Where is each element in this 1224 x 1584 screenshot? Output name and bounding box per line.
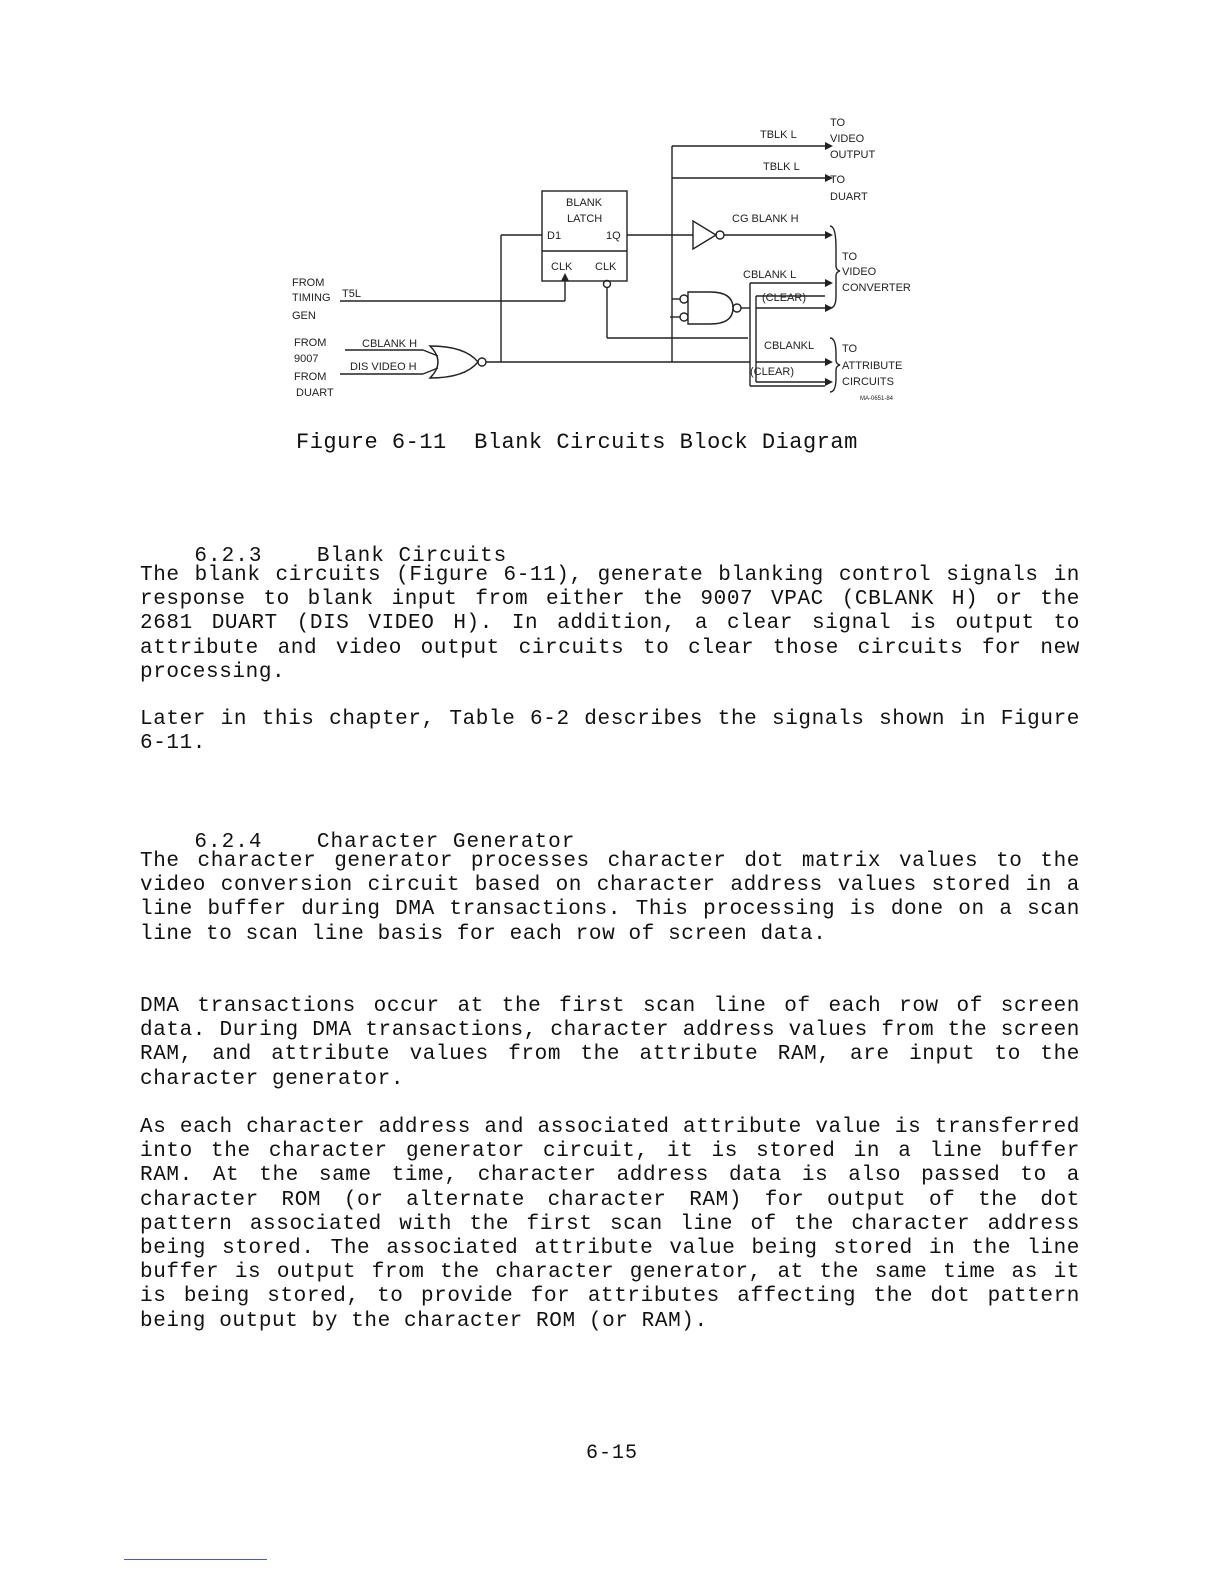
paragraph-character-generator-1: The character generator processes character dot matrix values to the video conversion circuit based on character address values stored in a line buffer during DMA transactions. This processing is done on a scan line to scan line basis for each row of screen data. (140, 850, 1080, 946)
clk-right-label: CLK (595, 261, 617, 273)
to-video-converter-label-3: CONVERTER (842, 282, 911, 294)
nand-gate (688, 292, 733, 324)
drawing-number: MA-0651-84 (860, 396, 894, 402)
paragraph-character-generator-2: DMA transactions occur at the first scan line of each row of screen data. During DMA transactions, character address values from the screen RAM, and attribute values from the attribute RAM, are input to the character generator. (140, 995, 1080, 1091)
footer-rule (124, 1559, 267, 1560)
section-number: 6.2.4 (194, 831, 263, 854)
to-attribute-circuits-label-3: CIRCUITS (842, 376, 894, 388)
from-timing-gen-label-1: FROM (292, 277, 325, 289)
section-number: 6.2.3 (194, 545, 263, 568)
paragraph-blank-circuits-2: Later in this chapter, Table 6-2 describes the signals shown in Figure 6-11. (140, 708, 1080, 756)
page-number: 6-15 (586, 1442, 639, 1465)
nor-gate (430, 346, 478, 378)
cblank-h-label: CBLANK H (362, 338, 418, 350)
from-timing-gen-label-2: TIMING (292, 292, 331, 304)
blank-latch-label-2: LATCH (567, 213, 603, 225)
clear-top-label: (CLEAR) (762, 292, 807, 304)
from-timing-gen-label-3: GEN (292, 310, 316, 322)
dis-video-h-label: DIS VIDEO H (350, 361, 417, 373)
cblankl-label: CBLANKL (764, 340, 815, 352)
cblank-l-label: CBLANK L (743, 269, 797, 281)
tblk-l-top-label: TBLK L (760, 129, 797, 141)
to-video-converter-label-1: TO (842, 251, 858, 263)
d1-label: D1 (547, 230, 562, 242)
clk-left-label: CLK (551, 261, 573, 273)
clear-bottom-label: (CLEAR) (750, 366, 795, 378)
from-duart-label-2: DUART (296, 387, 334, 399)
from-9007-label-1: FROM (294, 337, 327, 349)
to-duart-label-2: DUART (830, 191, 868, 203)
to-video-output-label-3: OUTPUT (830, 149, 876, 161)
blank-circuits-block-diagram (280, 108, 940, 408)
to-video-output-label-2: VIDEO (830, 133, 865, 145)
tblk-l-second-label: TBLK L (763, 161, 800, 173)
section-title: Blank Circuits (316, 545, 508, 568)
inverter-gate (693, 221, 716, 249)
to-attribute-circuits-label-2: ATTRIBUTE (842, 360, 903, 372)
t5l-label: T5L (342, 288, 361, 300)
paragraph-blank-circuits-1: The blank circuits (Figure 6-11), generate blanking control signals in response to blank input from either the 9007 VPAC (CBLANK H) or the 2681 DUART (DIS VIDEO H). In addition, a clear signal is output to attribute and video output circuits to clear those circuits for new processing. (140, 564, 1080, 684)
to-duart-label-1: TO (830, 174, 846, 186)
blank-latch-label-1: BLANK (566, 197, 603, 209)
to-video-output-label-1: TO (830, 117, 846, 129)
to-video-converter-label-2: VIDEO (842, 266, 877, 278)
paragraph-character-generator-3: As each character address and associated attribute value is transferred into the character generator circuit, it is stored in a line buffer RAM. At the same time, character address data is also passed to a character ROM (or alternate character RAM) for output of the dot pattern associated with the first scan line of the character address being stored. The associated attribute value being stored in the line buffer is output from the character generator, at the same time as it is being stored, to provide for attributes affecting the dot pattern being output by the character ROM (or RAM). (140, 1116, 1080, 1333)
to-attribute-circuits-label-1: TO (842, 343, 858, 355)
figure-caption: Figure 6-11 Blank Circuits Block Diagram (296, 430, 858, 455)
from-duart-label-1: FROM (294, 371, 327, 383)
section-title: Character Generator (316, 831, 576, 854)
from-9007-label-2: 9007 (294, 353, 319, 365)
q1-label: 1Q (606, 230, 621, 242)
cg-blank-h-label: CG BLANK H (732, 213, 799, 225)
